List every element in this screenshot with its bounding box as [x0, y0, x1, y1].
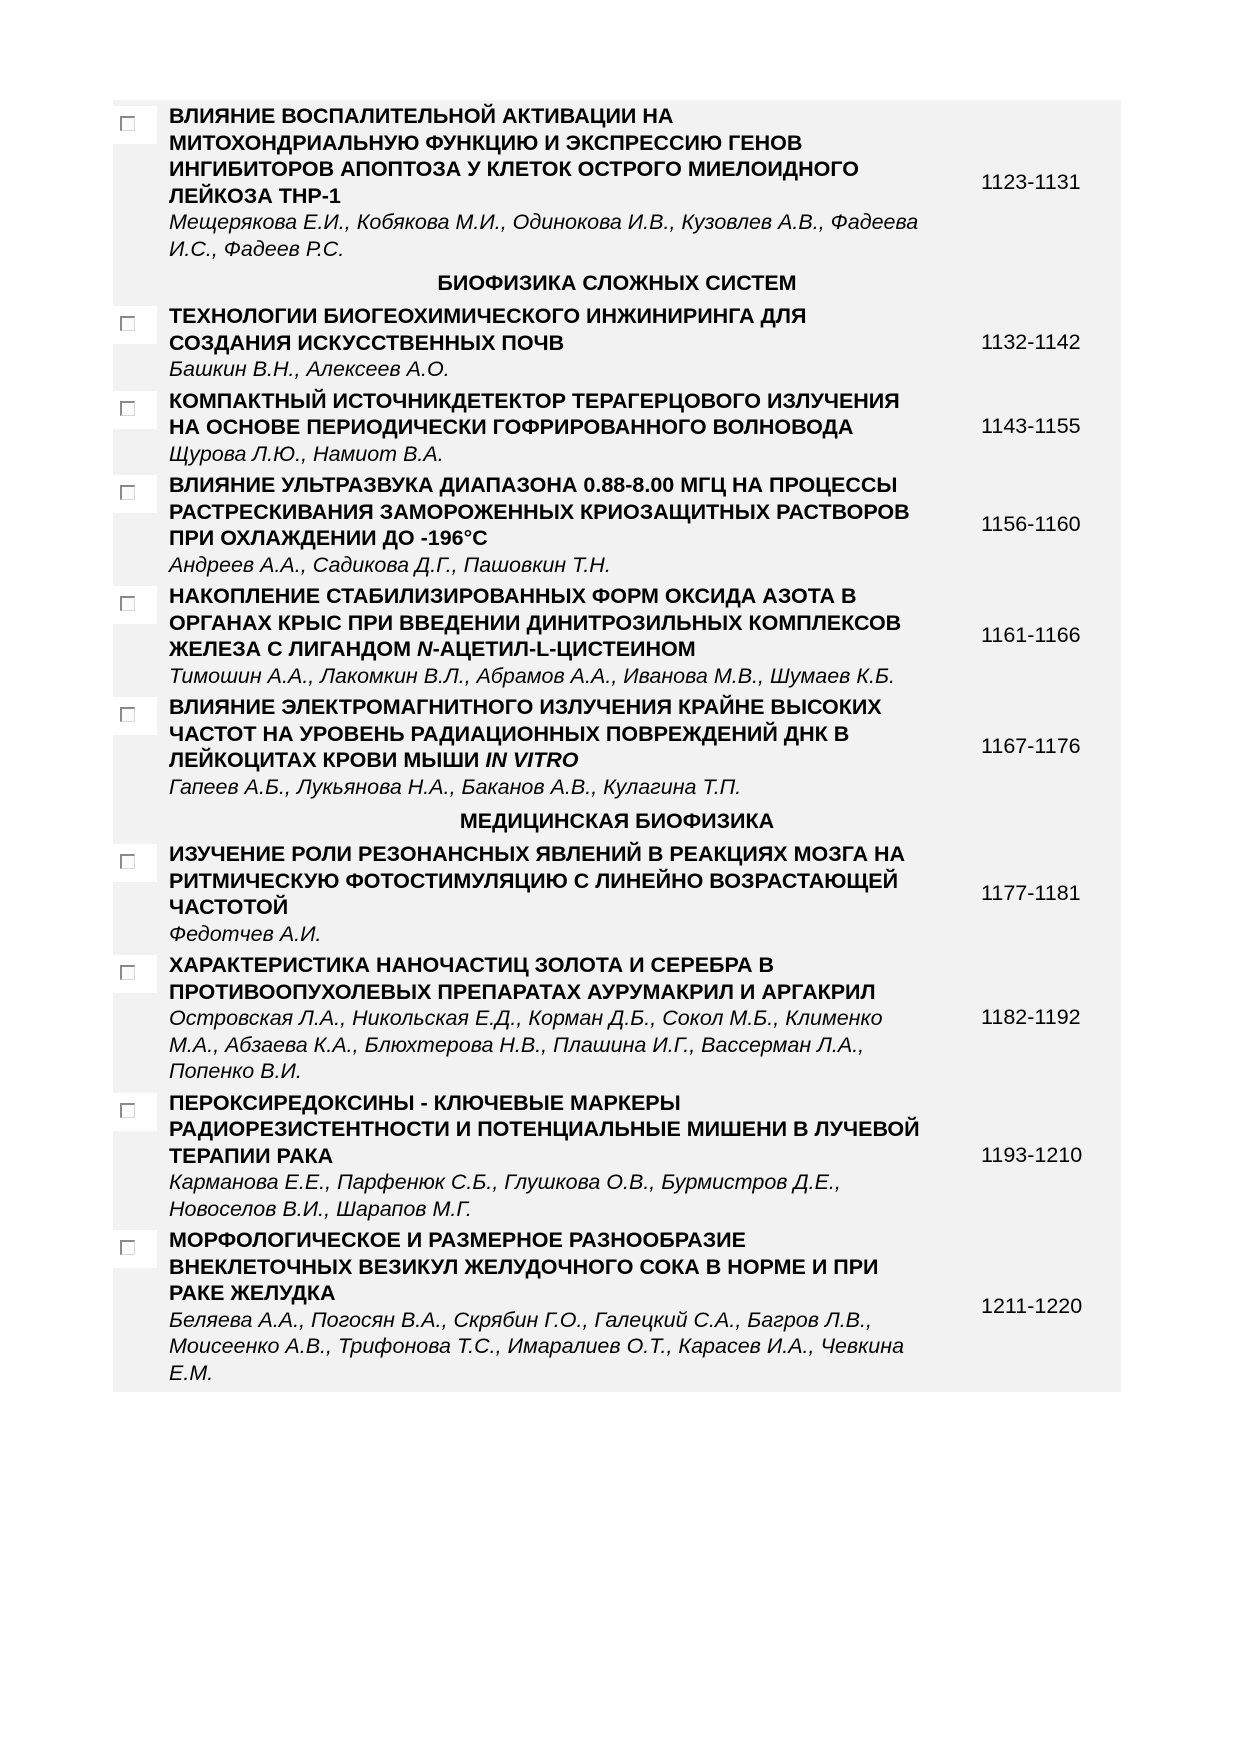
select-checkbox[interactable] [113, 1230, 157, 1268]
checkbox-cell [113, 100, 169, 264]
checkbox-icon [120, 401, 135, 416]
article-authors: Щурова Л.Ю., Намиот В.А. [169, 441, 444, 466]
toc-entry [113, 691, 1121, 802]
checkbox-cell [113, 691, 169, 802]
toc-entry [113, 469, 1121, 580]
article-title[interactable]: ИЗУЧЕНИЕ РОЛИ РЕЗОНАНСНЫХ ЯВЛЕНИЙ В РЕАКЦИЯХ МОЗГА НА РИТМИЧЕСКУЮ ФОТОСТИМУЛЯЦИЮ С ЛИНЕЙНО ВОЗРАСТАЮЩЕЙ ЧАСТОТОЙ [169, 842, 906, 919]
title-italic-part: N [417, 637, 433, 661]
toc-entry [113, 1087, 1121, 1225]
title-text-before: ВЛИЯНИЕ ЭЛЕКТРОМАГНИТНОГО ИЗЛУЧЕНИЯ КРАЙНЕ ВЫСОКИХ ЧАСТОТ НА УРОВЕНЬ РАДИАЦИОННЫХ ПОВРЕЖДЕНИЙ ДНК В ЛЕЙКОЦИТАХ КРОВИ МЫШИ [169, 695, 882, 772]
article-info [169, 469, 929, 580]
toc-entry [113, 949, 1121, 1087]
checkbox-cell [113, 580, 169, 691]
article-authors: Островская Л.А., Никольская Е.Д., Корман Д.Б., Сокол М.Б., Клименко М.А., Абзаева К.А., Блюхтерова Н.В., Плашина И.Г., Вассерман Л.А., Попенко В.И. [169, 1006, 883, 1083]
select-checkbox[interactable] [113, 844, 157, 882]
article-info [169, 100, 929, 264]
checkbox-cell [113, 1224, 169, 1388]
checkbox-cell [113, 469, 169, 580]
section-heading-text: БИОФИЗИКА СЛОЖНЫХ СИСТЕМ [437, 271, 797, 295]
article-info [169, 691, 929, 802]
article-info [169, 1224, 929, 1388]
select-checkbox[interactable] [113, 391, 157, 429]
section-heading [113, 264, 1121, 300]
select-checkbox[interactable] [113, 955, 157, 993]
toc-entry [113, 300, 1121, 385]
checkbox-icon [120, 965, 135, 980]
checkbox-cell [113, 949, 169, 1087]
checkbox-icon [120, 596, 135, 611]
article-info [169, 300, 929, 385]
select-checkbox[interactable] [113, 1093, 157, 1131]
section-heading-text: МЕДИЦИНСКАЯ БИОФИЗИКА [459, 809, 775, 833]
article-pages: 1211-1220 [981, 1293, 1083, 1318]
toc-entry [113, 385, 1121, 470]
select-checkbox[interactable] [113, 106, 157, 144]
article-pages: 1177-1181 [981, 881, 1081, 905]
checkbox-icon [120, 1240, 135, 1255]
article-pages: 1182-1192 [981, 1005, 1081, 1030]
checkbox-cell [113, 300, 169, 385]
article-info [169, 1087, 929, 1225]
select-checkbox[interactable] [113, 475, 157, 513]
checkbox-icon [120, 707, 135, 722]
article-title[interactable]: ВЛИЯНИЕ УЛЬТРАЗВУКА ДИАПАЗОНА 0.88-8.00 МГЦ НА ПРОЦЕССЫ РАСТРЕСКИВАНИЯ ЗАМОРОЖЕННЫХ КРИОЗАЩИТНЫХ РАСТВОРОВ ПРИ ОХЛАЖДЕНИИ ДО -196°C [169, 473, 910, 550]
article-info [169, 949, 929, 1087]
checkbox-icon [120, 116, 135, 131]
table-of-contents [113, 100, 1121, 1392]
checkbox-icon [120, 854, 135, 869]
article-title[interactable]: ПЕРОКСИРЕДОКСИНЫ - КЛЮЧЕВЫЕ МАРКЕРЫ РАДИОРЕЗИСТЕНТНОСТИ И ПОТЕНЦИАЛЬНЫЕ МИШЕНИ В ЛУЧЕВОЙ ТЕРАПИИ РАКА [169, 1090, 920, 1168]
select-checkbox[interactable] [113, 586, 157, 624]
article-title[interactable] [169, 583, 929, 663]
toc-entry [113, 580, 1121, 691]
checkbox-cell [113, 1087, 169, 1225]
toc-entry [113, 100, 1121, 264]
title-italic-part: IN VITRO [485, 748, 579, 772]
section-heading [113, 802, 1121, 838]
article-pages: 1123-1131 [981, 169, 1081, 194]
article-authors: Андреев А.А., Садикова Д.Г., Пашовкин Т.Н. [169, 552, 611, 577]
article-info [169, 580, 929, 691]
article-authors: Башкин В.Н., Алексеев А.О. [169, 357, 450, 381]
article-info [169, 385, 929, 470]
article-title[interactable]: КОМПАКТНЫЙ ИСТОЧНИКДЕТЕКТОР ТЕРАГЕРЦОВОГО ИЗЛУЧЕНИЯ НА ОСНОВЕ ПЕРИОДИЧЕСКИ ГОФРИРОВАННОГО ВОЛНОВОДА [169, 388, 900, 439]
select-checkbox[interactable] [113, 697, 157, 735]
article-authors: Гапеев А.Б., Лукьянова Н.А., Баканов А.В., Кулагина Т.П. [169, 774, 742, 799]
article-title[interactable]: ВЛИЯНИЕ ВОСПАЛИТЕЛЬНОЙ АКТИВАЦИИ НА МИТОХОНДРИАЛЬНУЮ ФУНКЦИЮ И ЭКСПРЕССИЮ ГЕНОВ ИНГИБИТОРОВ АПОПТОЗА У КЛЕТОК ОСТРОГО МИЕЛОИДНОГО ЛЕЙКОЗА THP-1 [169, 104, 859, 208]
article-authors: Тимошин А.А., Лакомкин В.Л., Абрамов А.А., Иванова М.В., Шумаев К.Б. [169, 663, 895, 688]
article-authors: Федотчев А.И. [169, 921, 322, 946]
article-pages: 1132-1142 [981, 329, 1081, 354]
select-checkbox[interactable] [113, 306, 157, 344]
article-pages: 1156-1160 [981, 512, 1081, 536]
checkbox-icon [120, 485, 135, 500]
article-title[interactable] [169, 694, 929, 774]
article-pages: 1167-1176 [981, 734, 1081, 758]
checkbox-cell [113, 838, 169, 949]
article-title[interactable]: МОРФОЛОГИЧЕСКОЕ И РАЗМЕРНОЕ РАЗНООБРАЗИЕ ВНЕКЛЕТОЧНЫХ ВЕЗИКУЛ ЖЕЛУДОЧНОГО СОКА В НОРМЕ И ПРИ РАКЕ ЖЕЛУДКА [169, 1228, 879, 1305]
article-pages: 1161-1166 [981, 623, 1081, 647]
article-title[interactable]: ТЕХНОЛОГИИ БИОГЕОХИМИЧЕСКОГО ИНЖИНИРИНГА ДЛЯ СОЗДАНИЯ ИСКУССТВЕННЫХ ПОЧВ [169, 304, 807, 355]
toc-entry [113, 1224, 1121, 1388]
checkbox-icon [120, 1103, 135, 1118]
article-pages: 1193-1210 [981, 1142, 1083, 1167]
toc-entry [113, 838, 1121, 949]
article-authors: Карманова Е.Е., Парфенюк С.Б., Глушкова О.В., Бурмистров Д.Е., Новоселов В.И., Шарапов М.Г. [169, 1170, 841, 1221]
article-pages: 1143-1155 [981, 414, 1081, 439]
article-authors: Беляева А.А., Погосян В.А., Скрябин Г.О., Галецкий С.А., Багров Л.В., Моисеенко А.В., Трифонова Т.С., Имаралиев О.Т., Карасев И.А., Чевкина Е.М. [169, 1307, 905, 1385]
article-title[interactable]: ХАРАКТЕРИСТИКА НАНОЧАСТИЦ ЗОЛОТА И СЕРЕБРА В ПРОТИВООПУХОЛЕВЫХ ПРЕПАРАТАХ АУРУМАКРИЛ И АРГАКРИЛ [169, 953, 876, 1004]
article-authors: Мещерякова Е.И., Кобякова М.И., Одинокова И.В., Кузовлев А.В., Фадеева И.С., Фадеев Р.С. [169, 210, 919, 261]
title-text-before: НАКОПЛЕНИЕ СТАБИЛИЗИРОВАННЫХ ФОРМ ОКСИДА АЗОТА В ОРГАНАХ КРЫС ПРИ ВВЕДЕНИИ ДИНИТРОЗИЛЬНЫХ КОМПЛЕКСОВ ЖЕЛЕЗА С ЛИГАНДОМ [169, 584, 902, 661]
title-text-after: -АЦЕТИЛ-L-ЦИСТЕИНОМ [432, 637, 696, 661]
checkbox-icon [120, 316, 135, 331]
checkbox-cell [113, 385, 169, 470]
article-info [169, 838, 929, 949]
